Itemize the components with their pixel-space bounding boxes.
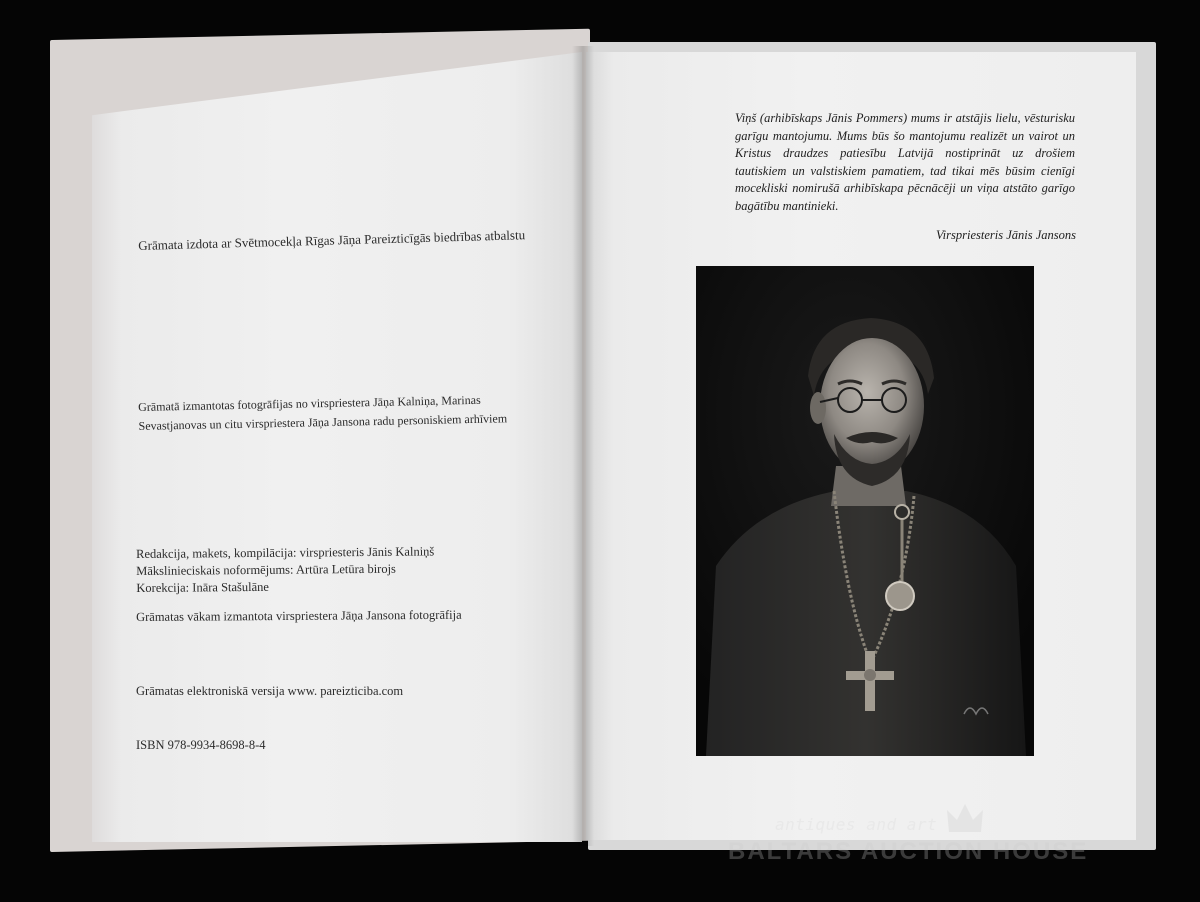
photos-note: Grāmatā izmantotas fotogrāfijas no virspriestera Jāņa Kalniņa, Marinas Sevastjanovas un citu virspriestera Jāņa Jansona radu personiskiem arhīviem [138, 392, 508, 433]
portrait-photo [696, 266, 1034, 756]
watermark-tagline: antiques and art [775, 815, 938, 834]
portrait-illustration [696, 266, 1034, 756]
credit-editing: Redakcija, makets, kompilācija: virspriesteris Jānis Kalniņš [136, 544, 435, 561]
quote-text: Viņš (arhibīskaps Jānis Pommers) mums ir atstājis lielu, vēsturisku garīgu mantojumu. Mums būs šo mantojumu realizēt un vairot un Kristus draudzes patiesību Latvijā nostiprināt uz drošiem tautiskiem un valstiskiem pamatiem, tad tikai mēs būsim cienīgi mocekliski nomirušā arhibīskapa pēcnācēji un viņa atstāto garīgo bagātību mantinieki. [735, 111, 1075, 213]
isbn: ISBN 978-9934-8698-8-4 [136, 738, 266, 752]
credit-design: Mākslinieciskais noformējums: Artūra Letūra birojs [136, 561, 396, 578]
quote-author: Virspriesteris Jānis Jansons [935, 228, 1076, 242]
left-page [92, 52, 582, 842]
credit-proofreading: Korekcija: Ināra Stašulāne [136, 579, 270, 595]
watermark-brand: BALTARS AUCTION HOUSE [728, 838, 1089, 865]
credits-block [136, 542, 556, 597]
ebook-note: Grāmatas elektroniskā versija www. pareizticiba.com [136, 684, 404, 698]
cover-photo-note: Grāmatas vākam izmantota virspriestera Jāņa Jansona fotogrāfija [136, 607, 462, 624]
sponsor-note: Grāmata izdota ar Svētmocekļa Rīgas Jāņa Pareizticīgās biedrības atbalstu [138, 227, 526, 253]
book-gutter [572, 46, 594, 846]
